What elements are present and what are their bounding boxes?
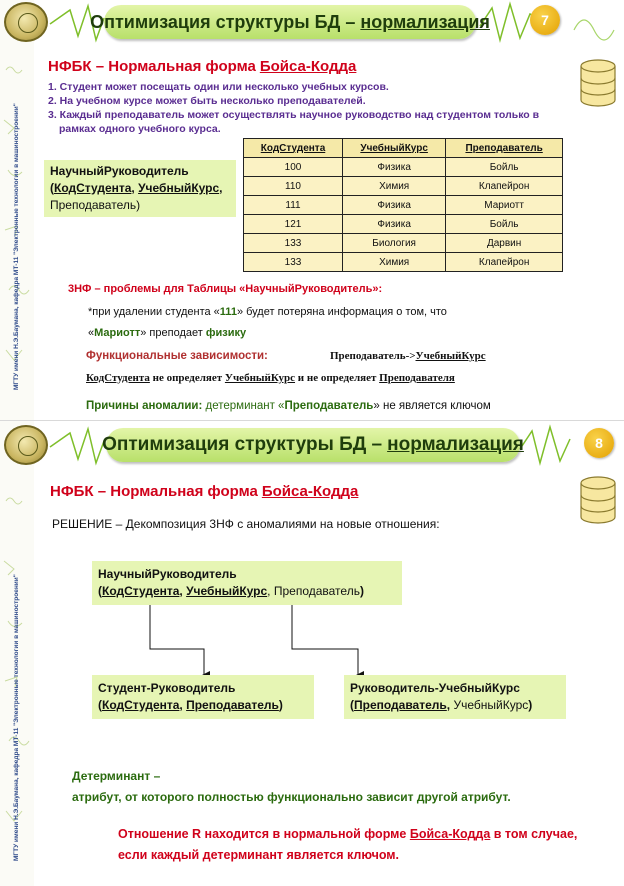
- title-underlined: нормализация: [387, 434, 524, 455]
- relation-attr: Преподаватель: [273, 584, 360, 598]
- column-header: Преподаватель: [446, 139, 563, 158]
- text-run: в том случае, если каждый детерминант является ключом.: [118, 827, 578, 862]
- table-cell: Клапейрон: [446, 177, 563, 196]
- key-attr: УчебныйКурс: [186, 584, 268, 598]
- relation-name: НаучныйРуководитель: [98, 567, 237, 581]
- relation-name: Студент-Руководитель: [98, 681, 236, 695]
- source-relation-box: [92, 561, 402, 605]
- slide-title: [90, 5, 490, 39]
- table-header-row: [244, 139, 563, 158]
- text-run: Преподаватель->: [330, 350, 416, 362]
- table-cell: 110: [244, 177, 343, 196]
- text-run: *при удалении студента «: [88, 306, 220, 318]
- heading-underlined: Бойса-Кодда: [261, 483, 359, 500]
- paren: ): [278, 698, 283, 712]
- table-cell: 100: [244, 158, 343, 177]
- relation-attr: Преподаватель): [50, 198, 141, 212]
- section-heading: [48, 58, 356, 75]
- slide-title: [102, 428, 524, 462]
- slide-8: [0, 420, 624, 886]
- key-attr: УчебныйКурс: [138, 181, 220, 195]
- text-run: УчебныйКурс: [224, 372, 296, 384]
- key-attr: КодСтудента: [54, 181, 132, 195]
- paren: (: [350, 698, 354, 712]
- table-row: [244, 177, 563, 196]
- title-underlined: нормализация: [360, 11, 490, 32]
- database-icon: [578, 473, 618, 527]
- rule-item: 1. Студент может посещать один или несколько учебных курсов.: [48, 81, 389, 93]
- text-run: КодСтудента: [86, 372, 150, 384]
- table-row: [244, 158, 563, 177]
- text-run: » преподает: [140, 327, 206, 339]
- relation-a-box: [92, 675, 314, 719]
- problem-heading: 3НФ – проблемы для Таблицы «НаучныйРуководитель»:: [68, 283, 383, 295]
- table-cell: Мариотт: [446, 196, 563, 215]
- column-header: УчебныйКурс: [343, 139, 446, 158]
- database-icon: [578, 56, 618, 110]
- section-heading: [50, 483, 358, 500]
- table-row: [244, 215, 563, 234]
- text-run: и не определяет: [295, 372, 380, 384]
- key-attr: Преподаватель: [186, 698, 279, 712]
- title-prefix: Оптимизация структуры БД –: [102, 434, 383, 455]
- heading-prefix: НФБК – Нормальная форма: [50, 483, 258, 500]
- table-row: [244, 253, 563, 272]
- fd-rule: [330, 350, 486, 362]
- table-cell: Бойль: [446, 158, 563, 177]
- heading-underlined: Бойса-Кодда: [259, 58, 357, 75]
- sep: ,: [131, 181, 139, 195]
- fd-line: [86, 372, 455, 384]
- table-cell: Биология: [343, 234, 446, 253]
- table-cell: 121: [244, 215, 343, 234]
- table-cell: Химия: [343, 177, 446, 196]
- sep: ,: [219, 181, 223, 195]
- vertical-caption: МГТУ имени Н.Э.Баумана, кафедра МТ-11 "Электронные технологии в машиностроении": [13, 574, 20, 861]
- rules-list: [48, 80, 548, 136]
- text-run: Преподавателя: [379, 372, 455, 384]
- column-header: КодСтудента: [244, 139, 343, 158]
- decomposition-arrows: [140, 605, 440, 685]
- vertical-caption: МГТУ имени Н.Э.Баумана, кафедра МТ-11 "Электронные технологии в машиностроении": [13, 103, 20, 390]
- table-cell: Физика: [343, 158, 446, 177]
- text-run: Преподаватель: [284, 400, 374, 412]
- table-cell: 133: [244, 253, 343, 272]
- header-bar: [0, 0, 624, 46]
- text-run: «: [88, 327, 95, 339]
- paren: (: [98, 584, 102, 598]
- bcnf-definition: [118, 824, 588, 866]
- paren: (: [98, 698, 102, 712]
- table-cell: Химия: [343, 253, 446, 272]
- text-run: Причины аномалии:: [86, 400, 203, 412]
- table-row: [244, 234, 563, 253]
- relation-box: [44, 160, 236, 217]
- paren: (: [50, 181, 54, 195]
- key-attr: КодСтудента: [102, 698, 180, 712]
- data-table: [243, 138, 563, 272]
- fd-heading: Функциональные зависимости:: [86, 350, 268, 362]
- determinant-heading: Детерминант –: [72, 769, 161, 783]
- rule-item: 3. Каждый преподаватель может осуществлять научное руководство над студентом только в: [48, 109, 540, 121]
- table-cell: 111: [244, 196, 343, 215]
- rule-item: 2. На учебном курсе может быть несколько преподавателей.: [48, 95, 366, 107]
- table-cell: Бойль: [446, 215, 563, 234]
- table-cell: Клапейрон: [446, 253, 563, 272]
- key-attr: КодСтудента: [102, 584, 180, 598]
- text-run: Отношение R находится в нормальной форме: [118, 827, 410, 841]
- slide-number-badge: 8: [584, 428, 614, 458]
- table-cell: Физика: [343, 196, 446, 215]
- text-run: » будет потеряна информация о том, что: [236, 306, 447, 318]
- emblem-icon: [4, 425, 48, 465]
- table-cell: Дарвин: [446, 234, 563, 253]
- arrow-down-icon: [150, 605, 204, 675]
- paren: ): [528, 698, 533, 712]
- slide-7: [0, 0, 624, 420]
- solution-text: РЕШЕНИЕ – Декомпозиция 3НФ с аномалиями на новые отношения:: [52, 517, 440, 531]
- text-run: детерминант «: [202, 400, 285, 412]
- relation-attr: УчебныйКурс: [453, 698, 529, 712]
- text-run: Мариотт: [94, 327, 141, 339]
- header-bar: [0, 423, 624, 469]
- arrow-down-icon: [292, 605, 358, 675]
- text-run: физику: [205, 327, 247, 339]
- heading-prefix: НФБК – Нормальная форма: [48, 58, 256, 75]
- text-run: Бойса-Кодда: [409, 827, 491, 841]
- table-cell: 133: [244, 234, 343, 253]
- rule-item: рамках одного учебного курса.: [59, 123, 221, 135]
- anomaly-cause: [86, 400, 491, 412]
- problem-text: [88, 302, 518, 344]
- text-run: УчебныйКурс: [415, 350, 486, 362]
- key-attr: Преподаватель: [354, 698, 447, 712]
- sep: ,: [179, 584, 187, 598]
- left-decor-strip: [0, 0, 34, 420]
- text-run: » не является ключом: [373, 400, 491, 412]
- text-run: не определяет: [149, 372, 225, 384]
- relation-b-box: [344, 675, 566, 719]
- relation-name: НаучныйРуководитель: [50, 164, 189, 178]
- determinant-text: атрибут, от которого полностью функционально зависит другой атрибут.: [72, 790, 511, 804]
- left-decor-strip: [0, 421, 34, 886]
- text-run: 111: [219, 306, 237, 318]
- sep: ,: [179, 698, 187, 712]
- relation-name: Руководитель-УчебныйКурс: [350, 681, 520, 695]
- slide-number-badge: 7: [530, 5, 560, 35]
- title-prefix: Оптимизация структуры БД –: [90, 11, 356, 32]
- sep: ,: [446, 698, 454, 712]
- table-cell: Физика: [343, 215, 446, 234]
- sep: ,: [267, 584, 274, 598]
- table-row: [244, 196, 563, 215]
- paren: ): [359, 584, 364, 598]
- emblem-icon: [4, 2, 48, 42]
